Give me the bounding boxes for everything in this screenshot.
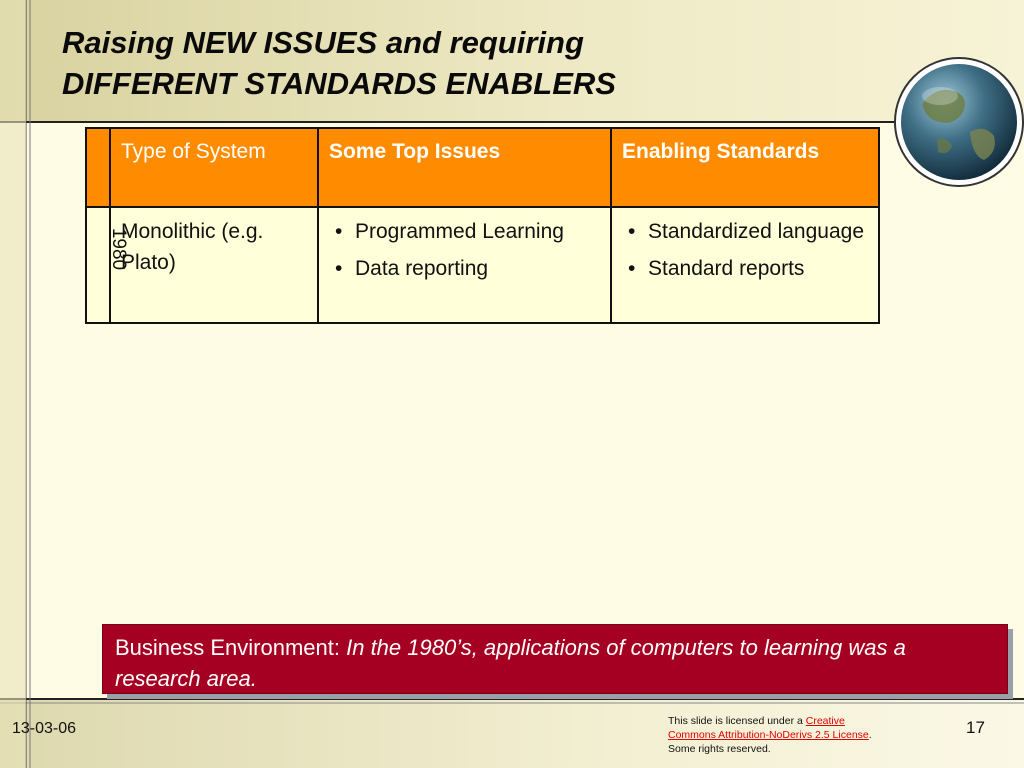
issues-list: [329, 216, 600, 284]
header-era-cell: [86, 128, 110, 207]
issues-cell: [318, 207, 611, 323]
header-type-of-system: Type of System: [110, 128, 318, 207]
list-item: • Standard reports: [622, 253, 868, 284]
list-item: • Programmed Learning: [329, 216, 600, 247]
title-line-1: Raising NEW ISSUES and requiring: [62, 25, 584, 60]
standards-list: [622, 216, 868, 284]
license-notice: [668, 714, 878, 756]
license-link[interactable]: Creative Commons Attribution-NoDerivs 2.5 License: [668, 715, 869, 741]
business-environment-label: Business Environment:: [115, 635, 347, 660]
era-label: 1980: [108, 227, 130, 271]
list-item: • Data reporting: [329, 253, 600, 284]
table-row: [86, 207, 879, 323]
business-environment-text: [103, 625, 1007, 694]
footer-date: 13-03-06: [12, 720, 77, 737]
era-cell: [86, 207, 130, 323]
issues-table: [85, 127, 880, 324]
header-some-top-issues: Some Top Issues: [318, 128, 611, 207]
business-environment-description: In the 1980’s, applications of computers to learning was a research area.: [115, 635, 906, 691]
globe-icon: [882, 44, 1024, 190]
license-prefix: This slide is licensed under a: [668, 715, 806, 727]
business-environment-box: [102, 624, 1008, 694]
table-header-row: [86, 128, 879, 207]
list-item: • Standardized language: [622, 216, 868, 247]
slide-title: [62, 22, 762, 104]
license-suffix: . Some rights reserved.: [668, 729, 872, 755]
type-cell: Monolithic (e.g. Plato): [110, 207, 318, 323]
page-number: 17: [966, 718, 985, 737]
header-enabling-standards: Enabling Standards: [611, 128, 879, 207]
standards-cell: [611, 207, 879, 323]
title-line-2: DIFFERENT STANDARDS ENABLERS: [62, 66, 616, 101]
